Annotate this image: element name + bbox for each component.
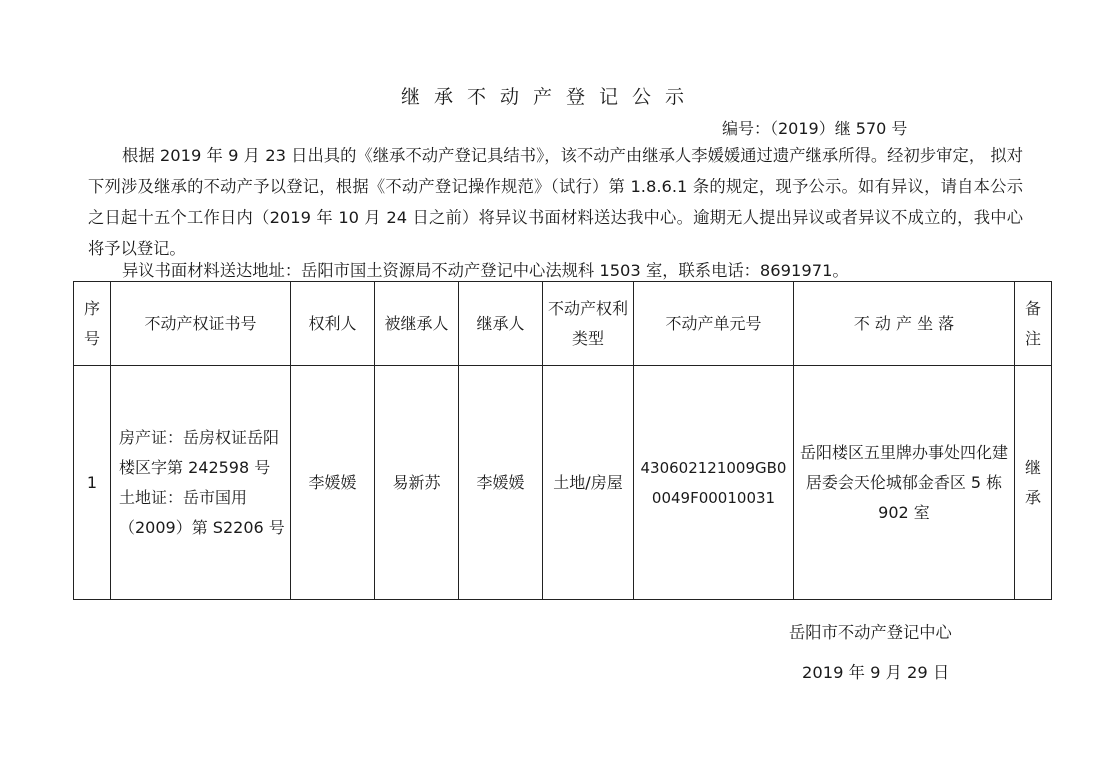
document-title: 继承不动产登记公示 xyxy=(400,86,698,108)
table-row xyxy=(74,366,1052,600)
header-decedent: 被继承人 xyxy=(375,282,459,366)
cell-cert xyxy=(111,366,291,600)
notice-paragraph: 根据 2019 年 9 月 23 日出具的《继承不动产登记具结书》，该不动产由继承人李媛媛通过遗产继承所得。经初步审定， 拟对下列涉及继承的不动产予以登记，根据《不动产登记操作规范》（试行）第 1.8.6.1 条的规定，现予公示。如有异议，请自本公示之日起十五个工作日内（2019 年 10 月 24 日之前）将异议书面材料送达我中心。逾期无人提出异议或者异议不成立的，我中心将予以登记。 xyxy=(88,146,1023,258)
cert-house: 房产证：岳房权证岳阳楼区字第 242598 号 xyxy=(119,427,280,477)
cell-right-holder: 李媛媛 xyxy=(291,366,375,600)
cell-location: 岳阳楼区五里牌办事处四化建居委会天伦城郁金香区 5 栋 902 室 xyxy=(794,366,1015,600)
cell-right-type: 土地/房屋 xyxy=(543,366,634,600)
issue-date: 2019 年 9 月 29 日 xyxy=(802,663,950,682)
document-number: 编号：（2019）继 570 号 xyxy=(722,119,908,138)
header-remark: 备注 xyxy=(1015,282,1052,366)
cell-unit-no: 430602121009GB00049F00010031 xyxy=(634,366,794,600)
objection-address-line: 异议书面材料送达地址：岳阳市国土资源局不动产登记中心法规科 1503 室，联系电话：8691971。 xyxy=(122,261,849,280)
header-seq: 序号 xyxy=(74,282,111,366)
header-cert: 不动产权证书号 xyxy=(111,282,291,366)
cell-decedent: 易新苏 xyxy=(375,366,459,600)
header-right-type: 不动产权利类型 xyxy=(543,282,634,366)
cell-heir: 李媛媛 xyxy=(459,366,543,600)
table-header-row xyxy=(74,282,1052,366)
header-location: 不 动 产 坐 落 xyxy=(794,282,1015,366)
registration-table xyxy=(73,281,1052,600)
header-unit-no: 不动产单元号 xyxy=(634,282,794,366)
header-right-holder: 权利人 xyxy=(291,282,375,366)
cell-remark: 继承 xyxy=(1015,366,1052,600)
issuing-organization: 岳阳市不动产登记中心 xyxy=(789,623,952,642)
cert-land: 土地证：岳市国用（2009）第 S2206 号 xyxy=(119,487,285,537)
cell-seq: 1 xyxy=(74,366,111,600)
header-heir: 继承人 xyxy=(459,282,543,366)
